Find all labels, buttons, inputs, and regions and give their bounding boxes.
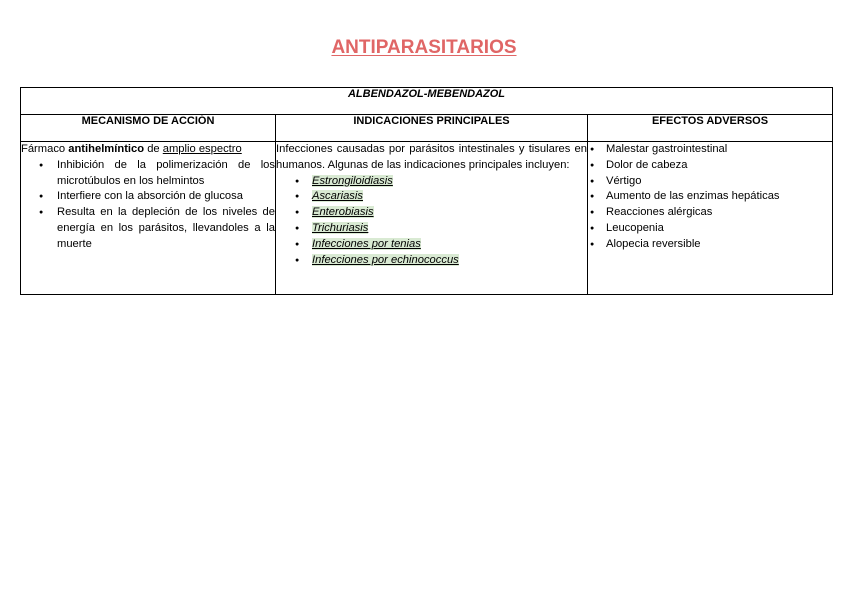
column-header-indications: INDICACIONES PRINCIPALES — [276, 115, 588, 142]
list-item: ● Malestar gastrointestinal — [588, 142, 832, 158]
list-item: ● Infecciones por echinococcus — [276, 253, 587, 269]
list-item: ● Interfiere con la absorción de glucosa — [21, 189, 275, 205]
list-item: ● Dolor de cabeza — [588, 158, 832, 174]
adverse-effects-list — [588, 142, 832, 253]
list-item: ● Trichuriasis — [276, 221, 587, 237]
indications-intro: Infecciones causadas por parásitos intestinales y tisulares en humanos. Algunas de las indicaciones principales incluyen: — [276, 143, 587, 171]
content-row — [21, 142, 833, 295]
list-item: ● Alopecia reversible — [588, 237, 832, 253]
mechanism-intro-bold: antihelmíntico — [68, 143, 145, 155]
mechanism-intro-underline: amplio espectro — [162, 143, 242, 155]
list-item: ● Estrongiloidiasis — [276, 174, 587, 190]
adverse-effects-cell — [588, 142, 833, 295]
list-item: ● Vértigo — [588, 174, 832, 190]
indications-cell — [276, 142, 588, 295]
list-item: ● Aumento de las enzimas hepáticas — [588, 189, 832, 205]
list-item: ● Ascariasis — [276, 189, 587, 205]
column-header-row — [21, 115, 833, 142]
list-item: ● Infecciones por tenias — [276, 237, 587, 253]
mechanism-intro: Fármaco antihelmíntico de amplio espectro — [21, 143, 242, 155]
list-item: ● Enterobiasis — [276, 205, 587, 221]
list-item: ● Reacciones alérgicas — [588, 205, 832, 221]
column-header-mechanism: MECANISMO DE ACCIÓN — [21, 115, 276, 142]
list-item: ● Inhibición de la polimerización de los microtúbulos en los helmintos — [21, 158, 275, 190]
mechanism-cell — [21, 142, 276, 295]
drug-table — [20, 87, 833, 295]
page-title: ANTIPARASITARIOS — [331, 37, 517, 58]
list-item: ● Resulta en la depleción de los niveles de energía en los parásitos, llevandoles a la muerte — [21, 205, 275, 252]
indications-list — [276, 174, 587, 269]
column-header-adverse-effects: EFECTOS ADVERSOS — [588, 115, 833, 142]
mechanism-list — [21, 158, 275, 253]
list-item: ● Leucopenia — [588, 221, 832, 237]
drug-header-row — [21, 88, 833, 115]
drug-name-header: ALBENDAZOL-MEBENDAZOL — [21, 88, 833, 115]
